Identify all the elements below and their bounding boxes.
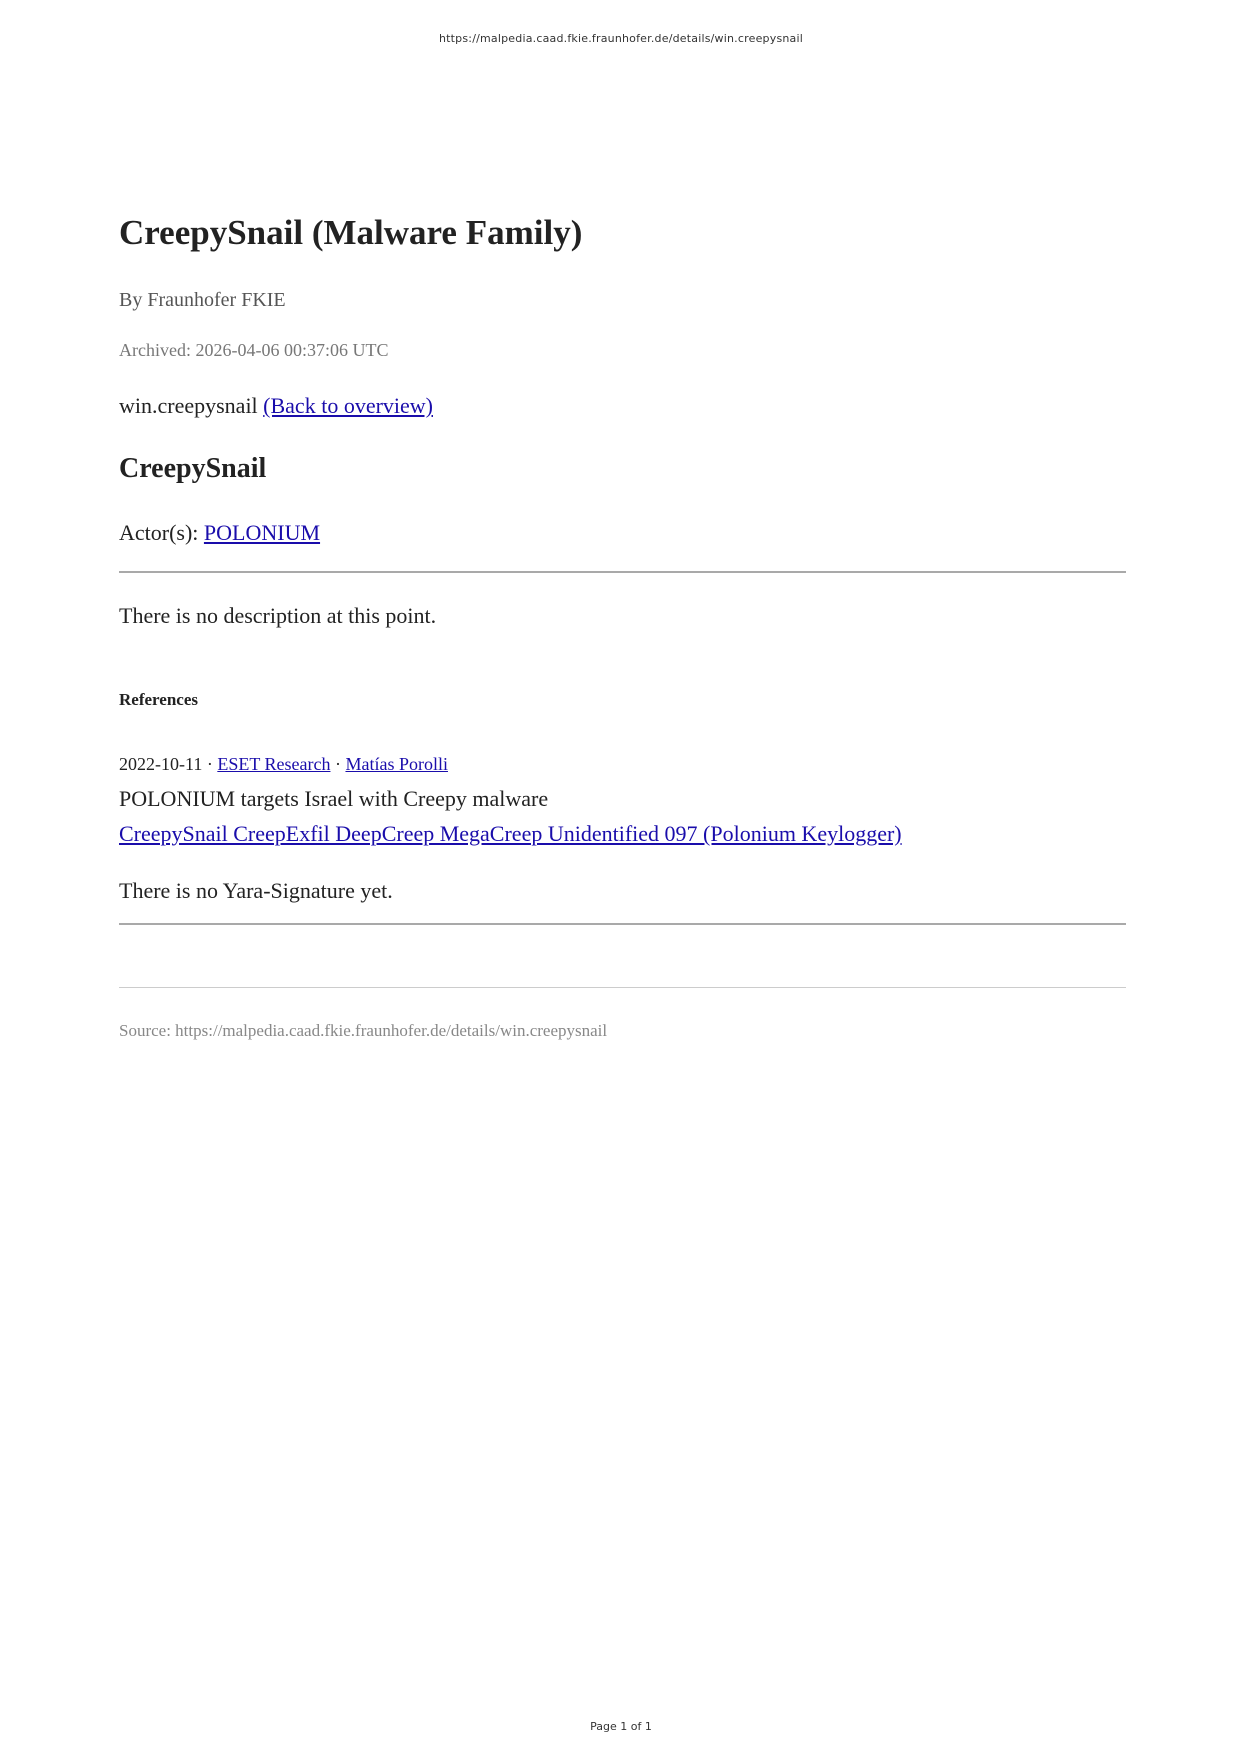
page-title: CreepySnail (Malware Family) — [119, 213, 583, 252]
reference-meta — [119, 754, 448, 775]
divider — [119, 923, 1126, 925]
yara-status-text: There is no Yara-Signature yet. — [119, 878, 393, 903]
byline: By Fraunhofer FKIE — [119, 289, 286, 311]
print-header-url: https://malpedia.caad.fkie.fraunhofer.de/details/win.creepysnail — [438, 32, 803, 45]
reference-source-link[interactable]: ESET Research — [217, 754, 331, 774]
reference-separator: · — [206, 754, 213, 774]
actors-line — [119, 520, 320, 546]
back-to-overview-link[interactable]: (Back to overview) — [263, 393, 433, 418]
divider — [119, 987, 1126, 988]
actor-link-polonium[interactable]: POLONIUM — [203, 520, 321, 545]
reference-date: 2022-10-11 — [119, 754, 203, 774]
family-identifier: win.creepysnail — [119, 393, 258, 418]
page-number: Page 1 of 1 — [590, 1720, 652, 1733]
reference-title: POLONIUM targets Israel with Creepy malware — [119, 786, 549, 811]
family-identifier-line — [119, 393, 433, 419]
divider — [119, 571, 1126, 573]
family-name-heading: CreepySnail — [119, 453, 267, 484]
reference-families-link[interactable]: CreepySnail CreepExfil DeepCreep MegaCreep Unidentified 097 (Polonium Keylogger) — [119, 821, 902, 846]
archived-timestamp: Archived: 2026-04-06 00:37:06 UTC — [119, 340, 389, 360]
reference-author-link[interactable]: Matías Porolli — [345, 754, 448, 774]
references-heading: References — [119, 690, 198, 709]
reference-separator: · — [334, 754, 341, 774]
description-text: There is no description at this point. — [119, 603, 437, 628]
source-url: Source: https://malpedia.caad.fkie.fraunhofer.de/details/win.creepysnail — [119, 1021, 608, 1040]
actors-label: Actor(s): — [119, 520, 199, 545]
reference-families — [119, 821, 902, 847]
